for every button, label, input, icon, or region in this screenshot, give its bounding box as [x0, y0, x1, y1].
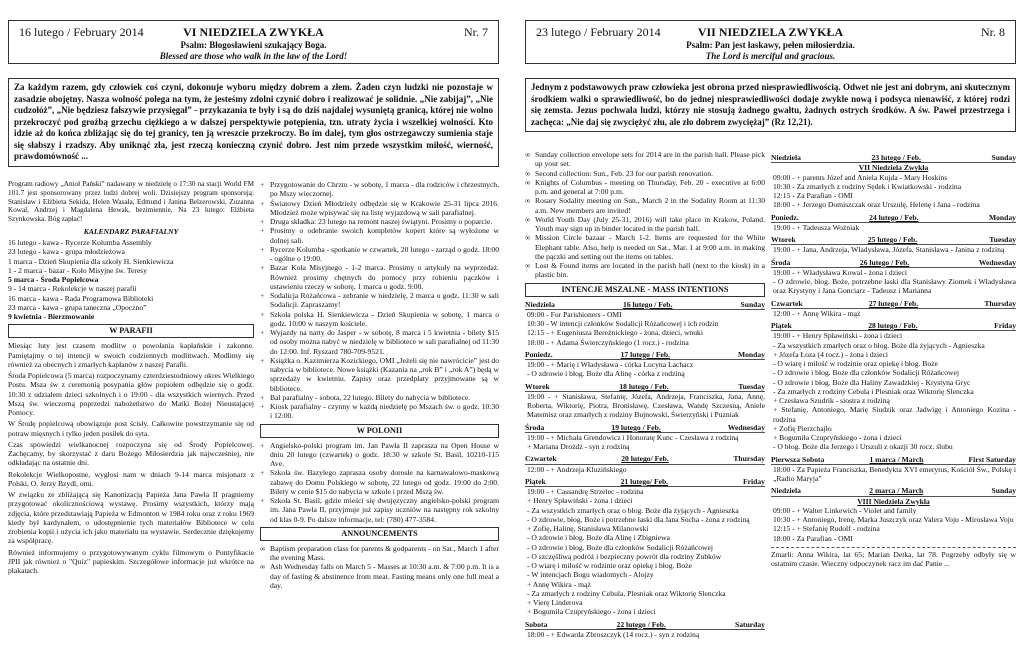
header-number: Nr. 7 [464, 25, 488, 39]
mass-intention-entry: 10:30 - Za zmarłych z rodziny Sędek i Kwiatkowski - rodzina [773, 181, 962, 191]
mass-day-weekday: Wednesday [978, 257, 1016, 267]
mass-intention-entry: - O zdrowie i błog. Boże dla członków Sodalicji Różańcowej [527, 542, 713, 552]
header-date: 23 lutego / February 2014 [536, 25, 661, 39]
header-number: Nr. 8 [981, 25, 1005, 39]
mass-day-weekday: Sunday [991, 153, 1016, 162]
mass-intention-entry: 18:00 - + Adama Świerczyńskiego (1 rocz.) - rodzina [527, 337, 689, 347]
notice-item: + Prosimy o odebranie swoich kompletów kopert które są wyłożone w dolnej sali. [260, 226, 499, 245]
mass-day-header [525, 477, 765, 487]
mass-intention-entry: 12:15 - + Stefanię Rudolf - rodzina [773, 524, 880, 534]
mass-day-name: Niedziela [525, 299, 555, 309]
mass-intention-entry: 10:30 - + Antoniego, Irenę, Marka Juszczyk oraz Valera Voju - Mirosława Voju [773, 515, 1014, 524]
header-title: VII NIEDZIELA ZWYKŁA [697, 25, 844, 39]
mass-day-weekday: Friday [743, 476, 765, 486]
kanonizacja-notice: W związku ze zbliżającą się Kanonizacją Papieża Jana Pawła II pragniemy przygotować okolicznościową wystawę. Prosimy wszystkich, którzy mają zdjęcia, które przedstawiają Papieża w Edmonton w 1984 roku oraz z roku 1969 kiedy był kardynałem, o udostępnienie tych materiałów Bibliotece w celu zrobienia kopii i użycia ich jako materiału na wystawie. Serdecznie dziękujemy za współpracę. [8, 490, 254, 546]
mass-intention-entry: 19:00 - + Jana, Andrzeja, Władysława, Józefa, Stanisława - Janina z rodziną [773, 245, 1005, 255]
notice-item: + Bazar Koła Misyjnego - 1-2 marca. Prosimy o artykuły na wyprzedaż. Również prosimy chętnych do pomocy przy robieniu pączków i ustawieniu rzeczy w sobotę, 1 marca o godz. 9:00. [260, 263, 499, 291]
mass-day-header [771, 321, 1016, 331]
mass-day-header [771, 153, 1016, 163]
mass-day-weekday: Wednesday [727, 422, 765, 432]
mass-intention-entry: + Vierę Linderova [527, 598, 583, 607]
mass-intention-entry: - Za wszystkich zmarłych oraz o błog. Boże dla żyjących - Agnieszka [773, 340, 985, 350]
header-date: 16 lutego / February 2014 [19, 25, 144, 39]
mass-intention-entry: 12:15 - Za Parafian - OMI [773, 191, 853, 200]
mass-day-date: 24 lutego / Feb. [869, 212, 919, 222]
announcement-item: ∞ Baptism preparation class for parents & godparents - on Sat., March 1 after the evening Mass. [260, 543, 499, 562]
mass-day-date: 25 lutego / Feb. [867, 235, 918, 244]
mass-intention-entry: - O wiarę i miłość w rodzinie oraz opiekę i błog. Boże [527, 561, 692, 570]
mass-intention-entry: + Stefanię, Antoniego, Marię Siudzik oraz Jadwigę i Antoniego Kozina - rodzina [773, 405, 1016, 424]
notice-item: ∞ Second collection: Sun., Feb. 23 for our parish renovation. [525, 168, 713, 178]
sroda-notice: Środa Popielcowa (5 marca) rozpoczynamy czterdziestodniowy okres Wielkiego Postu. Msza św z ceremonią posypania głów popiołem odbędzie się o godz. 10:30 z udziałem dzieci szkolnych i o 19:00 - dla wszystkich wiernych. Przed Mszą św. wieczorną poprzedzi nabożeństwo do Matki Bożej Nieustającej Pomocy. [8, 371, 254, 418]
kalendarz-item: 23 lutego - kawa - grupa młodzieżowa [8, 247, 125, 257]
mass-intention-entry: 19:00 - + Tadeusza Woźniak [773, 222, 860, 232]
mass-day-name: Piątek [771, 321, 792, 330]
polonia-item: + Angielsko-polski program im. Jan Pawła II zaprasza na Open House w dniu 20 lutego (czwartek) o godz. 18:30 w szkole St. Basil, 10210-115 Ave. [260, 440, 499, 468]
notice-item: + Druga składka: 23 lutego na remont naszej świątyni. Prosimy o poparcie. [260, 217, 493, 226]
kalendarz-item: 1 marca - Dzień Skupienia dla szkoły H. Sienkiewicza [8, 256, 174, 266]
mass-day-weekday: Monday [737, 349, 765, 359]
mass-intention-entry: - Za wszystkich zmarłych oraz o błog. Boże dla żyjących - Agnieszka [527, 505, 739, 515]
kalendarz-item: 5 marca - Środa Popielcowa [8, 275, 99, 285]
right-column-1 [525, 150, 765, 639]
mass-day-name: Sobota [525, 619, 548, 629]
mass-day-date: 23 lutego / Feb. [871, 153, 921, 162]
mass-day-name: Środa [771, 257, 791, 267]
kalendarz-title: KALENDARZ PARAFIALNY [83, 226, 179, 236]
announcements-title: ANNOUNCEMENTS [260, 527, 499, 541]
mass-day-date: 18 lutego / Feb. [619, 381, 669, 391]
mass-day-header [771, 455, 1016, 465]
mass-day-name: Niedziela [771, 153, 801, 162]
mass-day-weekday: Saturday [735, 619, 765, 629]
kalendarz-item: 9 - 14 marca - Rekolekcje w naszej parafii [8, 284, 137, 294]
mass-intention-entry: + Józefa Łoza (4 rocz.) - żona i dzieci [773, 349, 888, 359]
notice-item: + Światowy Dzień Młodzieży odbędzie się w Krakowie 25-31 lipca 2016. Młodzież może wpisywać się na listę wyjazdową w sali parafialnej. [260, 198, 499, 217]
mass-day-weekday: Thursday [733, 454, 765, 464]
psalm-en: Blessed are those who walk in the law of the Lord! [159, 51, 348, 61]
kalendarz-item: 23 marca - kawa - grupa taneczna „Opoczno” [8, 302, 147, 312]
mass-intention-entry: + Mariana Drożdż - syn z rodziną [527, 442, 630, 451]
mass-intention-entry: 12:00 - + Andrzeja Kluzińskiego [527, 464, 627, 474]
mass-day-name: Poniedz. [771, 212, 799, 222]
right-column-2 [771, 150, 1016, 570]
mass-intention-entry: - Za zmarłych z rodziny Cebula i Plesniak oraz Wiktorię Slenczka [773, 386, 974, 396]
mass-intention-entry: - O wiarę i miłość w rodzinie oraz opiekę i błog. Boże [773, 359, 938, 368]
mass-intention-entry: 19:00 - + Michała Grendowicz i Honoratę Kunc - Czesława z rodziną [527, 432, 739, 442]
mass-intention-entry: 19:00 - + Stanisława, Stefanię, Józefa, Andrzeja, Franciszka, Jana, Annę, Roberta, Wiktorię, Piotra, Bronisławę, Czesława, Wandę Szczesną, Aniele Matemisz oraz zmarłych z rodziny Bujnowski, Świerzyński i Puzniak [527, 391, 765, 420]
notice-item: + Sodalicja Różańcowa - zebranie w niedzielę, 2 marca o godz. 11:30 w sali Sodalicji. Zapraszamy! [260, 291, 499, 310]
mass-day-header [771, 213, 1016, 223]
mass-day-name: Czwartek [525, 454, 557, 464]
mass-day-date: 16 lutego / Feb. [623, 299, 673, 309]
notice-item: ∞ Rosary Sodality meeting on Sun., March 2 in the Sodality Room at 11:30 a.m. New members are invited! [525, 196, 765, 215]
mass-intention-entry: + Bogumiła Czupryńskiego - żona i dzieci [773, 433, 902, 442]
mass-sunday-title: VII Niedziela Zwykła [858, 163, 929, 173]
mass-intention-entry: 09:00 - For Parishioners - OMI [527, 309, 622, 319]
mass-intention-entry: 19:00 - + Marię i Władysława - córka Lucyna Lachacz [527, 360, 694, 369]
mass-intention-entry: - W intencjach Bogu wiadomych - Alojzy [527, 570, 654, 580]
mass-intention-entry: + Czesława Szudrik - siostra z rodziną [773, 396, 890, 405]
spowiedz-notice: Czas spowiedzi wielkanocnej rozpoczyna się od Środy Popielcowej. Zachęcamy, by skorzystać z daru Bożego Miłosierdzia jak najwcześniej, nie odkładając na ostatnie dni. [8, 439, 254, 468]
notice-item: + Rycerze Kolumba - spotkanie w czwartek, 20 lutego - zarząd o godz. 18:00 - ogólne o 19:00. [260, 244, 499, 263]
mass-day-name: Wtorek [525, 381, 550, 391]
mass-day-header [525, 620, 765, 630]
mass-intentions-title: INTENCJE MSZALNE - MASS INTENTIONS [525, 283, 765, 297]
mass-day-weekday: Sunday [991, 486, 1016, 496]
mass-day-weekday: Tuesday [989, 235, 1016, 244]
announcement-item: ∞ Ash Wednesday falls on March 5 - Masses at 10:30 a.m. & 7:00 p.m. It is a day of fasting & abstinence from meat. Fasting means only one full meal a day. [260, 562, 499, 590]
mass-intention-entry: 18:00 - + Edwarda Zbroszczyk (14 rocz.) - syn z rodziną [527, 629, 700, 639]
mass-day-date: 27 lutego / Feb. [868, 298, 919, 308]
mass-day-weekday: Monday [988, 212, 1016, 222]
mass-day-date: 22 lutego / Feb. [616, 619, 666, 629]
kalendarz-item: 1 - 2 marca - bazar - Koło Misyjne św. Teresy [8, 265, 148, 275]
intro-reflection: Jednym z podstawowych praw człowieka jest obrona przed niesprawiedliwością. Odwet nie jest ani dobrym, ani skutecznym środkiem walki o sprawiedliwość, bo do jednej niesprawiedliwości dodaje zwykle nową i podsyca nienawiść, z której rodzi się zemsta. Jezus pochwala ludzi, którzy nie stosują żadnego gwałtu, żadnych ostrych środków. A św. Paweł przestrzega i zachęca: „Nie daj się zwyciężyć złu, ale zło dobrem zwyciężaj” (Rz 12,21). [525, 78, 1016, 132]
rekolekcje-notice: Rekolekcje Wielkopostne, wygłosi nam w dniach 9-14 marca misjonarz z Polski, O. Jerzy Bzydl, omi. [8, 469, 254, 488]
mass-day-date: 21 lutego/ Feb. [620, 476, 669, 486]
mass-day-header [525, 423, 765, 433]
kalendarz-item: 16 lutego - kawa - Rycerze Kolumba Assembly [8, 238, 152, 248]
mass-day-header [525, 382, 765, 392]
notice-item: + Kiosk parafialny - czynny w każdą niedzielę po Mszach św. o godz. 10:30 i 12:00. [260, 402, 499, 421]
bulletin-header [525, 20, 1016, 64]
psalm-pl: Psalm: Błogosławieni szukający Boga. [180, 40, 327, 50]
mass-intention-entry: 12:00 - + Annę Wikira - mąż [773, 308, 861, 318]
mass-day-header [525, 350, 765, 360]
mass-intention-entry: 09:00 - + parents Józef and Aniela Kujda - Mary Hoskins [773, 172, 948, 182]
mass-day-date: 1 marca / March [869, 454, 924, 464]
mass-intention-entry: - O błog. Boże dla Jerzego i Urszuli z okazji 30 rocz. ślubu [773, 442, 953, 452]
mass-intention-entry: - O szczęśliwą podróż i bezpieczny powrót dla rodziny Zubków [527, 551, 722, 561]
zmarli-notice: Zmarli: Anna Wikira, lat 65; Marian Detka, lat 78. Pogrzeby odbyły się w ostatnim czasie. Wieczny odpoczynek racz im dać Panie ... [771, 547, 1016, 569]
mass-day-weekday: Thursday [984, 298, 1016, 308]
mass-sunday-title: VIII Niedziela Zwykła [857, 496, 930, 506]
mass-intention-entry: - Za zmarłych z rodziny Cebula, Plesniak oraz Wiktorię Slenczka [527, 588, 726, 598]
mass-intention-entry: 19:00 - + Cassandrę Strzelec - rodzina [527, 487, 644, 496]
mass-day-name: Wtorek [771, 235, 796, 244]
notice-item: ∞ Knights of Columbus - meeting on Thursday, Feb. 20 - executive at 6:00 p.m. and general at 7:00 p.m. [525, 177, 765, 196]
mass-day-header [771, 486, 1016, 496]
polonia-item: + Szkoła św. Bazylego zaprasza osoby dorosłe na karnawałowo-maskową zabawę do Domu Polskiego w sobotę, 22 lutego od godz. 19:00 do 2:00. Bilety w cenie $15 do nabycia w szkole i przed Mszą św. [260, 468, 499, 496]
mass-day-header [525, 300, 765, 310]
mass-day-header [771, 299, 1016, 309]
radio-program: Program radiowy „Anioł Pański” nadawany w niedzielę o 17:30 na stacji World FM 101.7 jest sponsorowany przez ludzi dobrej woli. Dzisiejszy program sponsorują: Stanisław i Elżbieta Sekida, Helen Wasała, Edmund i Janina Belzerowski, Zuzanna Kowal, Andrzej i Magdalena Hewak, bezimiennie, Na 23 lutego: Elżbieta Szynkowska. Bóg zapłać! [8, 180, 254, 224]
mass-day-date: 20 lutego/ Feb. [621, 454, 669, 464]
mass-day-name: Poniedz. [525, 349, 553, 359]
psalm-en: The Lord is merciful and gracious. [705, 51, 836, 61]
mass-intention-entry: - O zdrowie i błog. Boże dla Alinę - córka z rodziną [527, 369, 685, 379]
mass-day-header [771, 258, 1016, 268]
mass-day-name: Piątek [525, 476, 546, 486]
notice-item: ∞ Sunday collection envelope sets for 2014 are in the parish hall. Please pick up your set. [525, 150, 765, 169]
mass-day-date: 2 marca / March [869, 486, 924, 496]
post-notice: W Środę popielcową obowiązuje post ścisły. Całkowite powstrzymanie się od potraw mięsnych i tylko jeden posiłek do syta. [8, 419, 254, 438]
notice-item: ∞ World Youth Day (July 25-31, 2016) will take place in Krakow, Poland. Youth may sign up in binder located in the parish hall. [525, 214, 765, 233]
polonia-item: + Szkoła St. Basil, gdzie mieści się dwujęzyczny angielsko-polski program im. Jana Pawła II, przyjmuje już zapisy uczniów na następny rok szkolny od klas 0-9. Po dalsze informacje, tel: (780) 477-3584. [260, 496, 499, 524]
mass-intention-entry: + Henry Spławiński - żona i dzieci [527, 496, 633, 506]
bulletin-page-right [517, 0, 1024, 663]
left-column-2 [260, 180, 499, 590]
mass-intention-entry: + Zofię Pierzchajło [773, 423, 832, 433]
mass-intention-entry: 18:00 - + Jerzego Domiszczak oraz Urszulę, Helenę i Jana - rodzina [773, 200, 980, 210]
mass-intention-entry: - O zdrowie i błog. Boże dla członków Sodalicji Różańcowej [773, 368, 959, 378]
psalm-pl: Psalm: Pan jest łaskawy, pełen miłosierdzia. [686, 40, 855, 50]
mass-day-date: 28 lutego / Feb. [868, 321, 918, 330]
mass-intention-entry: - O zdrowie i błog. Boże dla Haliny Zawadzkiej - Krystyna Gryc [773, 377, 971, 387]
mass-intention-entry: 12:15 - + Eugeniusza Bereźnickiego - żona, dzieci, wnuki [527, 328, 703, 338]
notice-item: + Szkoła polska H. Sienkiewicza - Dzień Skupienia w sobotę, 1 marca o godz. 10:00 w naszym kościele. [260, 309, 499, 328]
intro-reflection: Za każdym razem, gdy człowiek coś czyni, dokonuje wyboru między dobrem a złem. Żaden czyn ludzki nie pozostaje w zasadzie obojętny. Nasza wolność polega na tym, że jesteśmy zdolni czynić dobro i realizować je solidnie. „Nie zabijaj”, „Nie cudzołóż”, „Nie będziesz fałszywie przysięgał” - przykazania te były i są do dziś najdalej wysuniętą granicą, której nie wolno przekroczyć pod groźbą grzechu ciężkiego a w dalszej perspektywie potępienia, tzn. utraty życia i wszelkiej wolności. Kto idzie aż do końca zbliżając się do tej granicy, ten ją wreszcie przekroczy. Bo im dalej, tym głos ostrzegawczy sumienia staje się słabszy i rzadszy. Aby uniknąć zła, jest rzeczą konieczną czynić dobro. Jest nim przede wszystkim miłość, wierność, prawdomówność ... [8, 78, 499, 167]
notice-item: + Bal parafialny - sobota, 22 lutego. Bilety do nabycia w bibliotece. [260, 392, 471, 402]
mass-day-weekday: Sunday [740, 299, 765, 309]
notice-item: + Książka o. Kazimierza Kozickiego, OMI „Jeżeli się nie nawrócicie” jest do nabycia w bibliotece. Nowe książki (Kazania na „rok B” i „rok A”) będą w sprzedaży w kwietniu. Zapisy oraz przedpłaty przyjmowane są w bibliotece. [260, 355, 499, 393]
mass-intention-entry: - O zdrowie, błog. Boże, potrzebne łaski dla Stanisławy Ziomek i Władysława oraz Krystyny i Jana Gonciarz - Tadeusz i Marianna [773, 277, 1016, 296]
mass-intention-entry: 19:00 - + Henry Spławiński - żona i dzieci [773, 331, 903, 341]
mass-day-weekday: First Saturday [968, 454, 1016, 464]
mass-day-name: Czwartek [771, 298, 803, 308]
mass-intention-entry: - O zdrowie, błog. Boże i potrzebne łaski dla Jana Socha - żona z rodziną [527, 514, 750, 524]
mass-day-header [771, 235, 1016, 245]
mass-day-weekday: Tuesday [738, 381, 765, 391]
header-title: VI NIEDZIELA ZWYKŁA [183, 25, 324, 39]
notice-item: ∞ Mission Circle bazaar - March 1-2. Items are requested for the White Elephant table. Also, help is needed on Sat., Mar. 1 at 9:00 a.m. in making the pączki and setting out the items on tables. [525, 233, 765, 261]
bulletin-header [8, 20, 499, 64]
mass-day-date: 26 lutego / Feb. [859, 257, 910, 267]
w-polonii-title: W POLONII [260, 424, 499, 438]
mass-intention-entry: 18:00 - Za Parafian - OMI [773, 533, 853, 543]
left-column-1 [8, 180, 254, 577]
notice-item: ∞ Lost & Found items are located in the parish hall (next to the kiosk) in a plastic bin. [525, 261, 765, 280]
mass-day-name: Niedziela [771, 486, 801, 496]
notice-item: + Wyjazdy na narty do Jasper - w sobotę, 8 marca i 5 kwietnia - bilety $15 od osoby można nabyć w niedzielę w bibliotece w sali parafialnej od 11:30 do 12:00. Inf. Ryszard 780-709-9521. [260, 328, 499, 356]
luty-notice: Miesiąc luty jest czasem modlitw o powołania kapłańskie i zakonne. Pamiętajmy o tej intencji w swoich codziennych modlitwach. Modlimy się również za obecnych i zmarłych kapłanów z naszej Parafii. [8, 341, 254, 369]
kalendarz-item: 16 marca - kawa - Rada Programowa Biblioteki [8, 293, 154, 303]
mass-day-header [525, 454, 765, 464]
mass-intention-entry: 10:30 - W intencji członków Sodalicji Różańcowej i ich rodzin [527, 319, 719, 328]
mass-intention-entry: - O zdrowie i błog. Boże dla Alinę i Zbigniewa [527, 533, 670, 543]
mass-intentions-list [771, 153, 1016, 543]
kalendarz-list [8, 238, 254, 321]
mass-day-name: Środa [525, 422, 545, 432]
bulletin-page-left [0, 0, 507, 663]
notice-item: + Przygotowanie do Chrztu - w sobotę, 1 marca - dla rodziców i chrzestnych, po Mszy wieczornej. [260, 180, 500, 199]
mass-intention-entry: 09:00 - + Walter Linkewich - Violet and family [773, 505, 917, 515]
mass-day-date: 19 lutego / Feb. [611, 422, 661, 432]
film-notice: Również informujemy o przygotowywanym cyklu filmowym o Pontyfikacie JPII jak również o "Quiz" papieskim. Szczegółowe informacje już wkrótce na plakatach. [8, 547, 254, 576]
mass-day-weekday: Friday [994, 321, 1016, 330]
mass-day-date: 17 lutego / Feb. [620, 349, 670, 359]
kalendarz-item: 9 kwietnia - Bierzmowanie [8, 312, 95, 322]
mass-intention-entry: 18:00 - Za Papieża Franciszka, Benedykta XVI emerytus, Kościół Św., Polskę i „Radio Maryja” [773, 464, 1016, 483]
mass-intention-entry: + Annę Wikira - mąż [527, 579, 591, 589]
mass-day-name: Pierwsza Sobota [771, 454, 825, 464]
mass-intention-entry: + Zofię, Halinę, Stanisława Milanowski [527, 524, 649, 533]
mass-intention-entry: + Bogumiła Czupryńskiego - żona i dzieci [527, 607, 656, 617]
mass-intention-entry: 19:00 - + Władysława Kowal - żona i dzieci [773, 267, 908, 277]
w-parafii-title: W PARAFII [8, 324, 254, 338]
mass-intentions-list [525, 300, 765, 640]
